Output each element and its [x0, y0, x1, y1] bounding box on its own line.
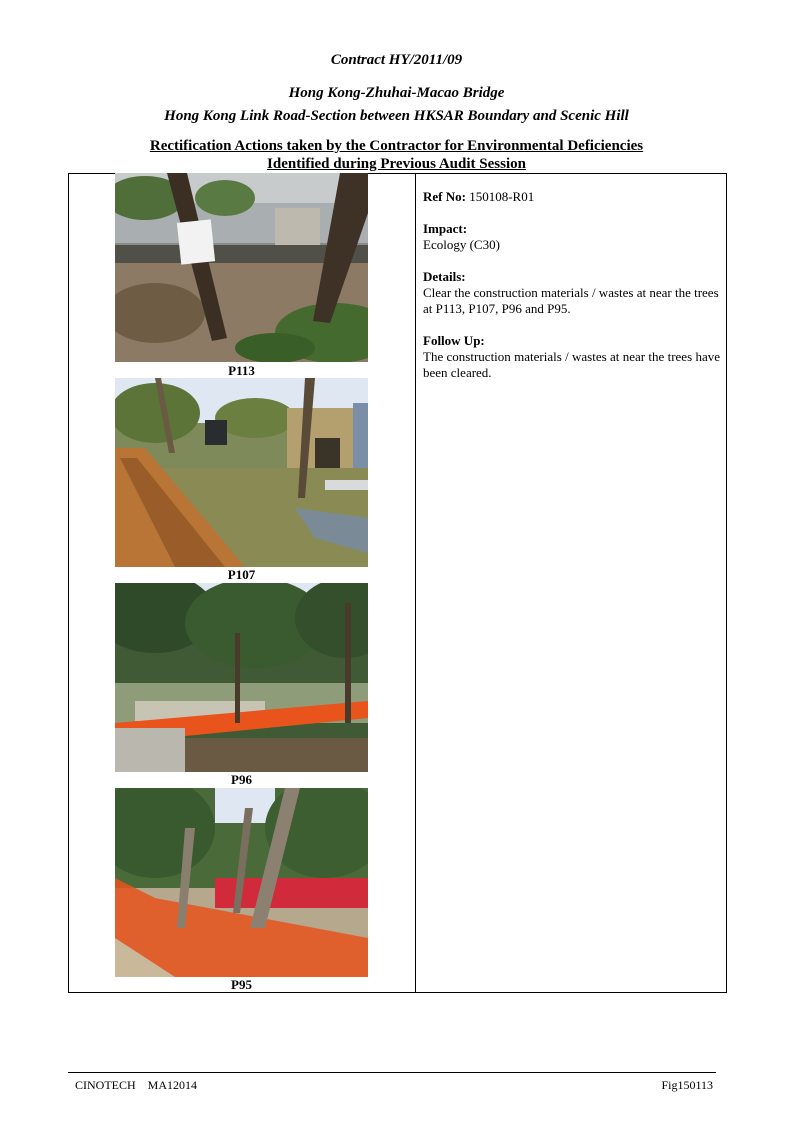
- photo-caption: P113: [228, 363, 255, 378]
- ref-label: Ref No:: [423, 189, 466, 204]
- project-title: Hong Kong-Zhuhai-Macao Bridge: [288, 85, 505, 101]
- followup-label: Follow Up:: [423, 333, 485, 348]
- followup-value: The construction materials / wastes at near the trees have been cleared.: [423, 349, 720, 380]
- impact-value: Ecology (C30): [423, 237, 500, 252]
- photo-p107: [115, 378, 368, 567]
- details-label: Details:: [423, 269, 466, 284]
- footer-rule: [68, 1072, 716, 1073]
- photo-p113: [115, 173, 368, 362]
- impact-label: Impact:: [423, 221, 468, 236]
- ref-row: [423, 189, 720, 205]
- page-title-line1: Rectification Actions taken by the Contractor for Environmental Deficiencies: [149, 138, 644, 154]
- table-column-divider: [415, 173, 416, 993]
- contract-number: Contract HY/2011/09: [330, 52, 463, 68]
- page-title-line2: Identified during Previous Audit Session: [267, 156, 526, 172]
- deficiency-details: [423, 189, 720, 381]
- photo-caption: P96: [231, 772, 252, 787]
- footer-figure-number: Fig150113: [661, 1078, 713, 1092]
- details-value: Clear the construction materials / wastes at near the trees at P113, P107, P96 and P95.: [423, 285, 719, 316]
- photo-caption: P95: [231, 977, 252, 992]
- photo-caption: P107: [227, 567, 256, 582]
- photo-p96: [115, 583, 368, 772]
- footer-company: CINOTECH MA12014: [75, 1078, 197, 1092]
- ref-value: 150108-R01: [469, 189, 535, 204]
- section-title: Hong Kong Link Road-Section between HKSAR Boundary and Scenic Hill: [164, 108, 629, 124]
- photo-p95: [115, 788, 368, 977]
